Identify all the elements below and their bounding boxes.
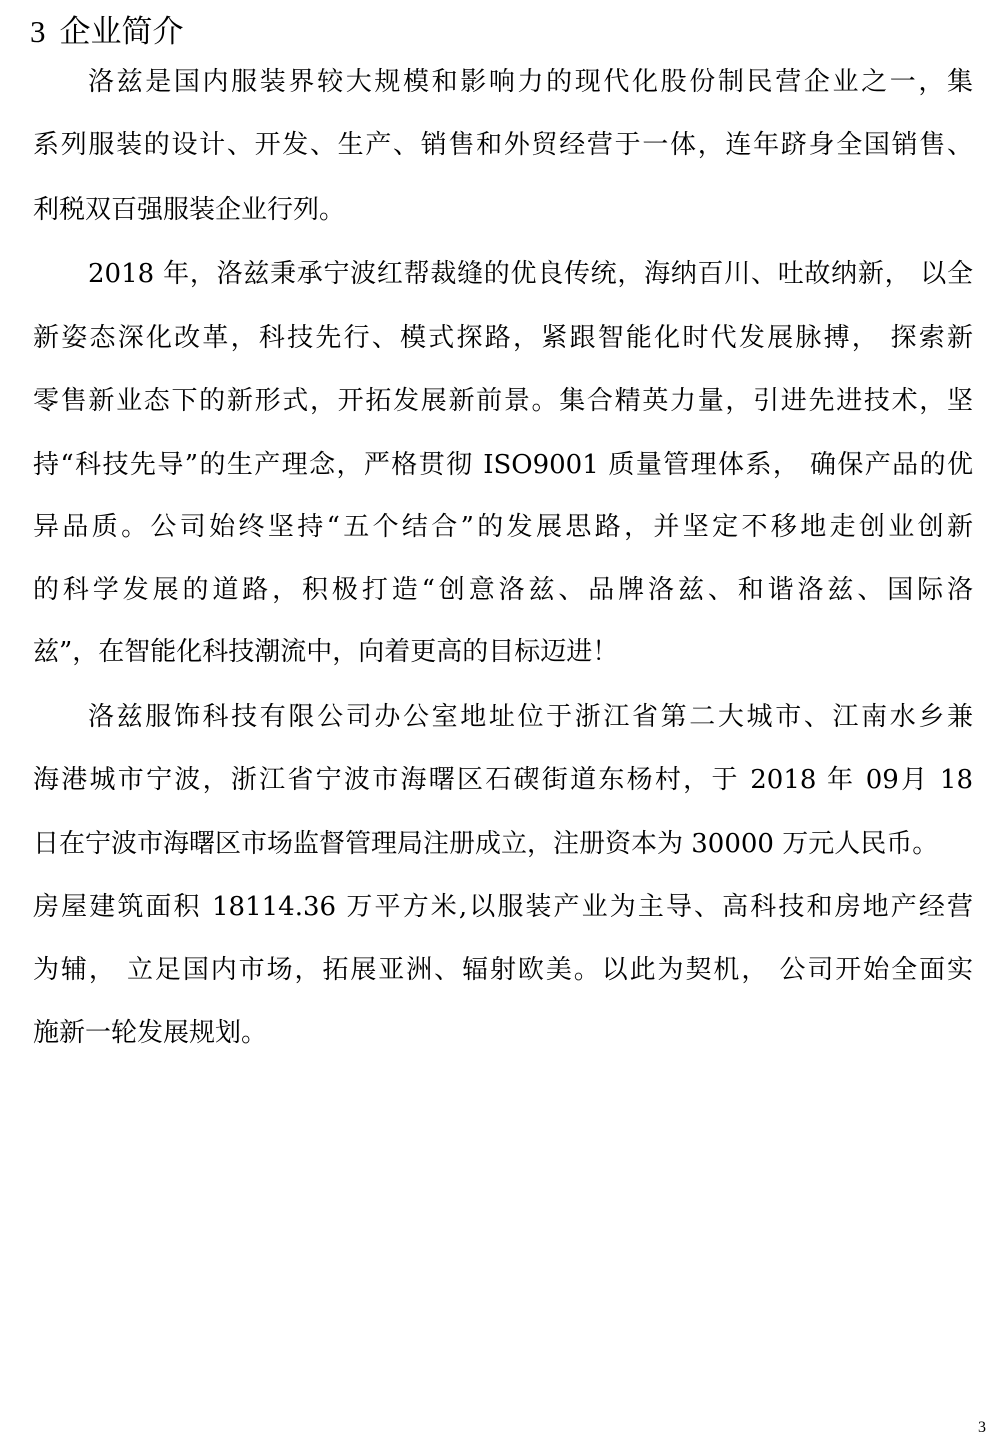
paragraph-3-line-1: 洛兹服饰科技有限公司办公室地址位于浙江省第二大城市、江南水乡兼 [88,702,973,732]
paragraph-3-line-5: 为辅， 立足国内市场，拓展亚洲、辐射欧美。以此为契机， 公司开始全面实 [33,955,973,985]
paragraph-3-line-2: 海港城市宁波，浙江省宁波市海曙区石碶街道东杨村，于 2018 年 09月 18 [33,765,973,795]
paragraph-1-line-3: 利税双百强服装企业行列。 [33,195,346,225]
paragraph-1-line-2: 系列服装的设计、开发、生产、销售和外贸经营于一体，连年跻身全国销售、 [33,130,973,160]
paragraph-3-line-4: 房屋建筑面积 18114.36 万平方米,以服装产业为主导、高科技和房地产经营 [33,892,973,922]
paragraph-2-line-7: 兹”，在智能化科技潮流中，向着更高的目标迈进！ [33,637,619,667]
section-heading [30,8,184,56]
paragraph-2-line-5: 异品质。公司始终坚持“五个结合”的发展思路，并坚定不移地走创业创新 [33,512,973,542]
section-title: 企业简介 [59,14,184,50]
paragraph-3-line-6: 施新一轮发展规划。 [33,1018,268,1048]
paragraph-2-line-6: 的科学发展的道路，积极打造“创意洛兹、品牌洛兹、和谐洛兹、国际洛 [33,575,973,605]
paragraph-1-line-1: 洛兹是国内服装界较大规模和影响力的现代化股份制民营企业之一，集 [88,67,973,97]
section-number: 3 [30,14,46,49]
paragraph-2-line-4: 持“科技先导”的生产理念，严格贯彻 ISO9001 质量管理体系， 确保产品的优 [33,450,973,480]
paragraph-2-line-3: 零售新业态下的新形式，开拓发展新前景。集合精英力量，引进先进技术，坚 [33,386,973,416]
paragraph-2-line-1: 2018 年，洛兹秉承宁波红帮裁缝的优良传统，海纳百川、吐故纳新， 以全 [88,259,973,289]
paragraph-2-line-2: 新姿态深化改革，科技先行、模式探路，紧跟智能化时代发展脉搏， 探索新 [33,323,973,353]
page-number: 3 [978,1419,986,1436]
paragraph-3-line-3: 日在宁波市海曙区市场监督管理局注册成立，注册资本为 30000 万元人民币。 [33,829,939,859]
